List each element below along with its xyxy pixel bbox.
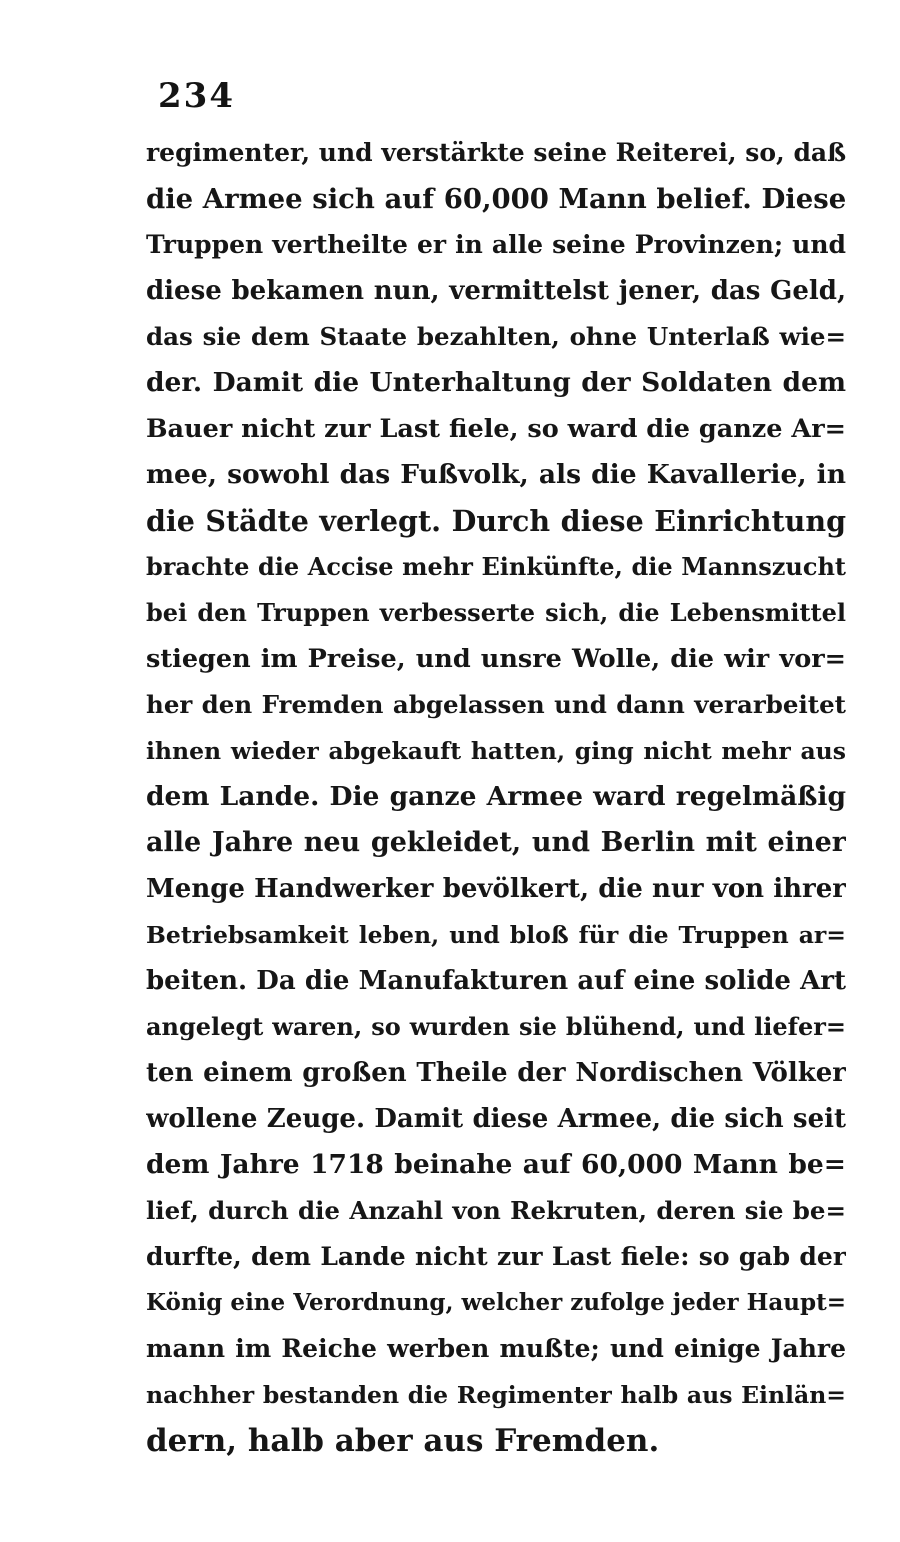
text-line: her den Fremden abgelassen und dann verarbeitet bbox=[146, 690, 846, 719]
text-line: nachher bestanden die Regimenter halb aus Einlän= bbox=[146, 1381, 846, 1409]
text-line: regimenter, und verstärkte seine Reiterei, so, daß bbox=[146, 138, 846, 167]
text-line: König eine Verordnung, welcher zufolge jeder Haupt= bbox=[146, 1289, 846, 1316]
body-text bbox=[146, 130, 846, 1464]
text-line: lief, durch die Anzahl von Rekruten, deren sie be= bbox=[146, 1196, 846, 1225]
text-line: diese bekamen nun, vermittelst jener, das Geld, bbox=[146, 276, 846, 306]
text-line: bei den Truppen verbesserte sich, die Lebensmittel bbox=[146, 598, 846, 627]
text-line: die Städte verlegt. Durch diese Einrichtung bbox=[146, 504, 846, 538]
text-line: Betriebsamkeit leben, und bloß für die Truppen ar= bbox=[146, 921, 846, 949]
text-line: ten einem großen Theile der Nordischen Völker bbox=[146, 1058, 846, 1088]
text-line: durfte, dem Lande nicht zur Last fiele: so gab der bbox=[146, 1242, 846, 1271]
text-line: Menge Handwerker bevölkert, die nur von ihrer bbox=[146, 874, 846, 904]
text-line: ihnen wieder abgekauft hatten, ging nicht mehr aus bbox=[146, 737, 846, 765]
text-line: die Armee sich auf 60,000 Mann belief. Diese bbox=[146, 183, 846, 215]
text-line: angelegt waren, so wurden sie blühend, und liefer= bbox=[146, 1012, 846, 1041]
text-line: der. Damit die Unterhaltung der Soldaten dem bbox=[146, 367, 846, 398]
text-line: stiegen im Preise, und unsre Wolle, die wir vor= bbox=[146, 644, 846, 674]
text-line: Truppen vertheilte er in alle seine Provinzen; und bbox=[146, 230, 846, 259]
text-line: Bauer nicht zur Last fiele, so ward die ganze Ar= bbox=[146, 414, 846, 444]
text-line: dem Jahre 1718 beinahe auf 60,000 Mann be= bbox=[146, 1149, 846, 1180]
text-line: das sie dem Staate bezahlten, ohne Unterlaß wie= bbox=[146, 322, 846, 351]
text-line-last: dern, halb aber aus Fremden. bbox=[146, 1423, 660, 1459]
text-line: wollene Zeuge. Damit diese Armee, die sich seit bbox=[146, 1104, 846, 1134]
text-line: mann im Reiche werben mußte; und einige Jahre bbox=[146, 1334, 846, 1363]
text-line: alle Jahre neu gekleidet, und Berlin mit einer bbox=[146, 827, 846, 858]
page-number: 234 bbox=[158, 76, 235, 116]
text-line: brachte die Accise mehr Einkünfte, die Mannszucht bbox=[146, 552, 846, 581]
text-line: dem Lande. Die ganze Armee ward regelmäßig bbox=[146, 781, 846, 812]
text-line: mee, sowohl das Fußvolk, als die Kavallerie, in bbox=[146, 459, 846, 490]
text-line: beiten. Da die Manufakturen auf eine solide Art bbox=[146, 966, 846, 996]
